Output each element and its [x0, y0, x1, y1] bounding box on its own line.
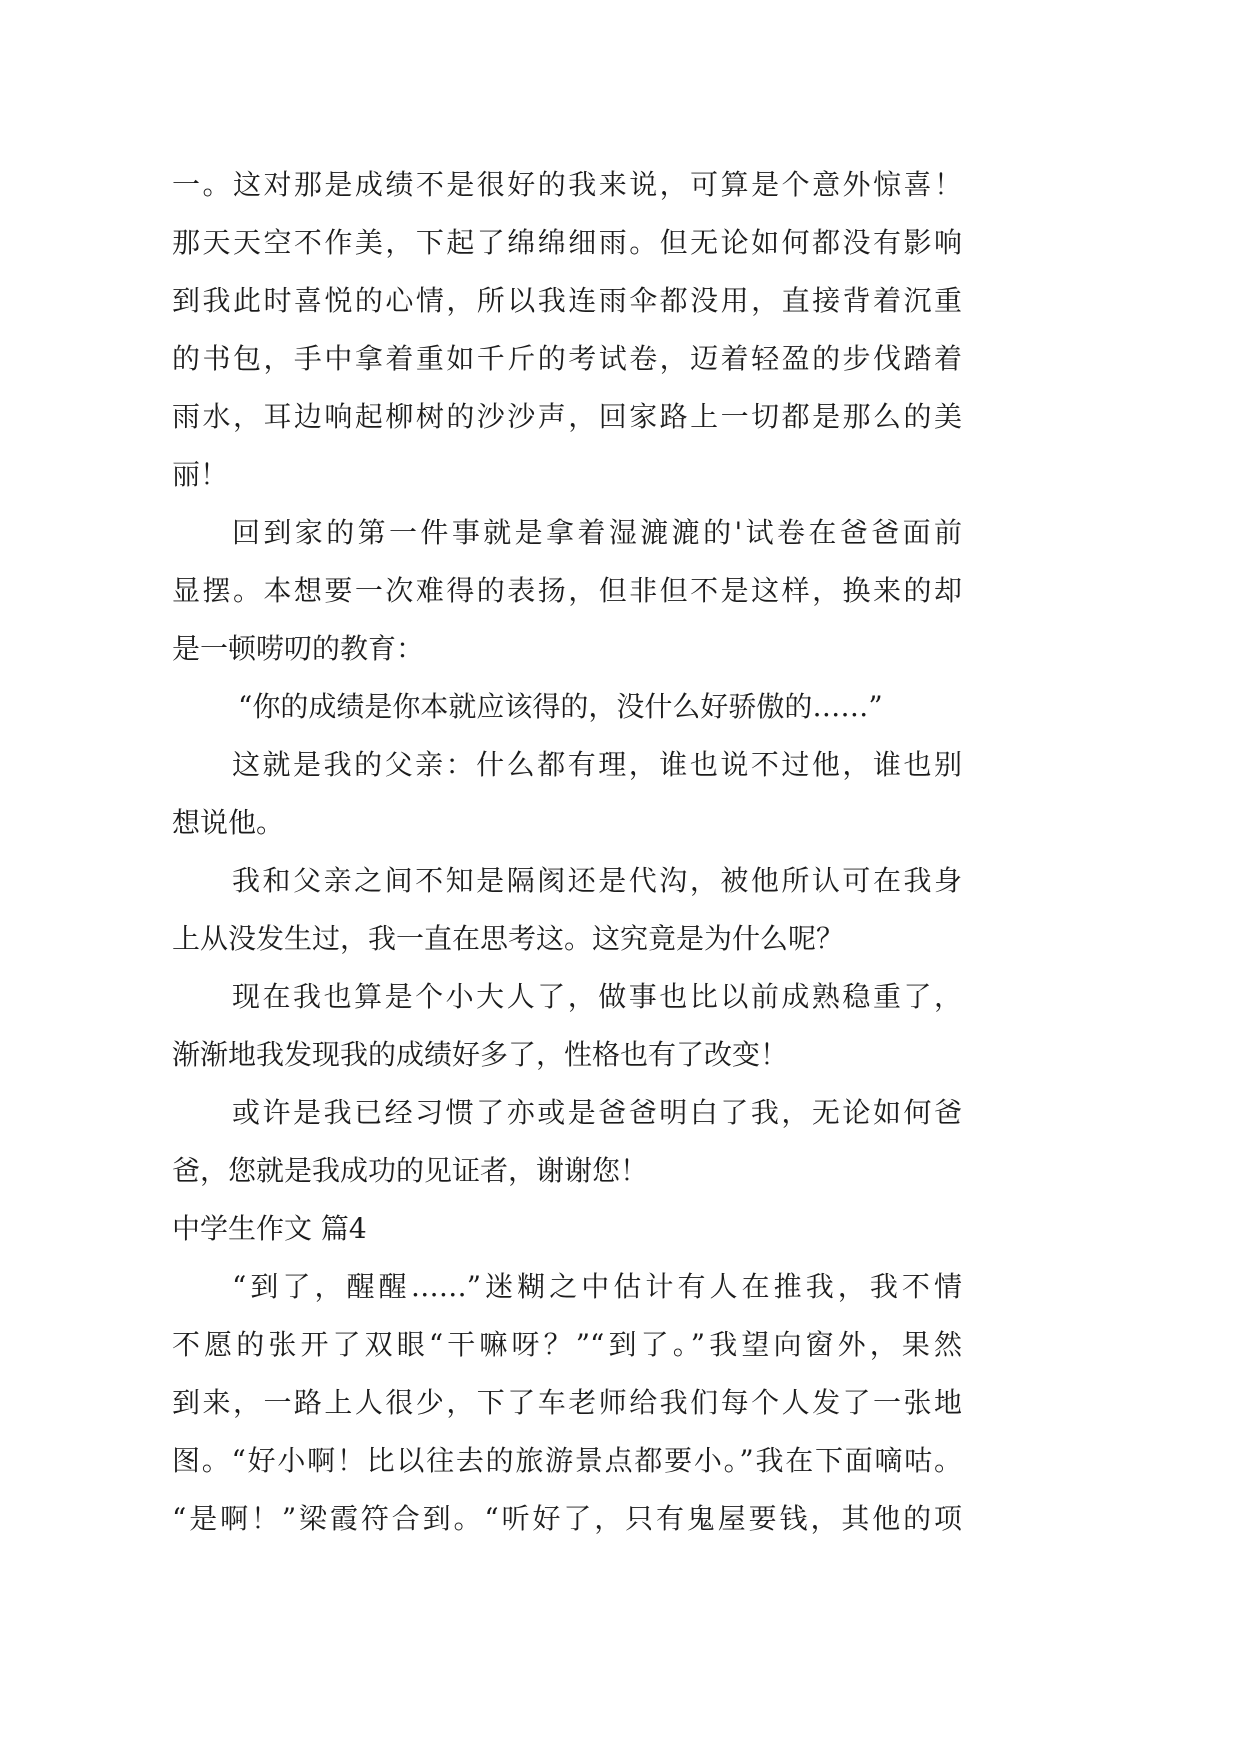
text-line: 现在我也算是个小大人了，做事也比以前成熟稳重了， — [232, 980, 962, 1013]
text-line: 丽！ — [172, 458, 229, 491]
text-line: 我和父亲之间不知是隔阂还是代沟，被他所认可在我身 — [232, 864, 962, 897]
text-line: “到了，醒醒……”迷糊之中估计有人在推我，我不情 — [232, 1270, 962, 1303]
text-line: 到我此时喜悦的心情，所以我连雨伞都没用，直接背着沉重 — [172, 284, 962, 317]
text-line: 的书包，手中拿着重如千斤的考试卷，迈着轻盈的步伐踏着 — [172, 342, 962, 375]
paragraph — [172, 852, 962, 968]
text-line: 爸，您就是我成功的见证者，谢谢您！ — [172, 1154, 649, 1187]
text-line: 或许是我已经习惯了亦或是爸爸明白了我，无论如何爸 — [232, 1096, 962, 1129]
paragraph — [172, 504, 962, 678]
text-line: “是啊！”梁霞符合到。“听好了，只有鬼屋要钱，其他的项 — [172, 1502, 962, 1535]
document-page — [172, 156, 962, 1548]
paragraph — [172, 156, 962, 504]
text-line: 这就是我的父亲：什么都有理，谁也说不过他，谁也别 — [232, 748, 962, 781]
paragraph — [172, 1084, 962, 1200]
text-line: 回到家的第一件事就是拿着湿漉漉的'试卷在爸爸面前 — [232, 516, 962, 549]
text-line: 图。“好小啊！比以往去的旅游景点都要小。”我在下面嘀咕。 — [172, 1444, 962, 1477]
paragraph — [172, 736, 962, 852]
text-line: “你的成绩是你本就应该得的，没什么好骄傲的……” — [238, 690, 883, 723]
text-line: 不愿的张开了双眼“干嘛呀？”“到了。”我望向窗外，果然 — [172, 1328, 962, 1361]
text-line: 一。这对那是成绩不是很好的我来说，可算是个意外惊喜！ — [172, 168, 962, 201]
text-line: 想说他。 — [172, 806, 285, 839]
text-line: 渐渐地我发现我的成绩好多了，性格也有了改变！ — [172, 1038, 789, 1071]
section-heading: 中学生作文 篇4 — [172, 1212, 367, 1245]
text-line: 上从没发生过，我一直在思考这。这究竟是为什么呢？ — [172, 922, 845, 955]
text-line: 是一顿唠叨的教育： — [172, 632, 425, 665]
paragraph — [172, 1258, 962, 1548]
text-line: 雨水，耳边响起柳树的沙沙声，回家路上一切都是那么的美 — [172, 400, 962, 433]
paragraph — [172, 678, 962, 736]
text-line: 那天天空不作美，下起了绵绵细雨。但无论如何都没有影响 — [172, 226, 962, 259]
paragraph — [172, 968, 962, 1084]
text-line: 显摆。本想要一次难得的表扬，但非但不是这样，换来的却 — [172, 574, 962, 607]
text-line: 到来，一路上人很少，下了车老师给我们每个人发了一张地 — [172, 1386, 962, 1419]
